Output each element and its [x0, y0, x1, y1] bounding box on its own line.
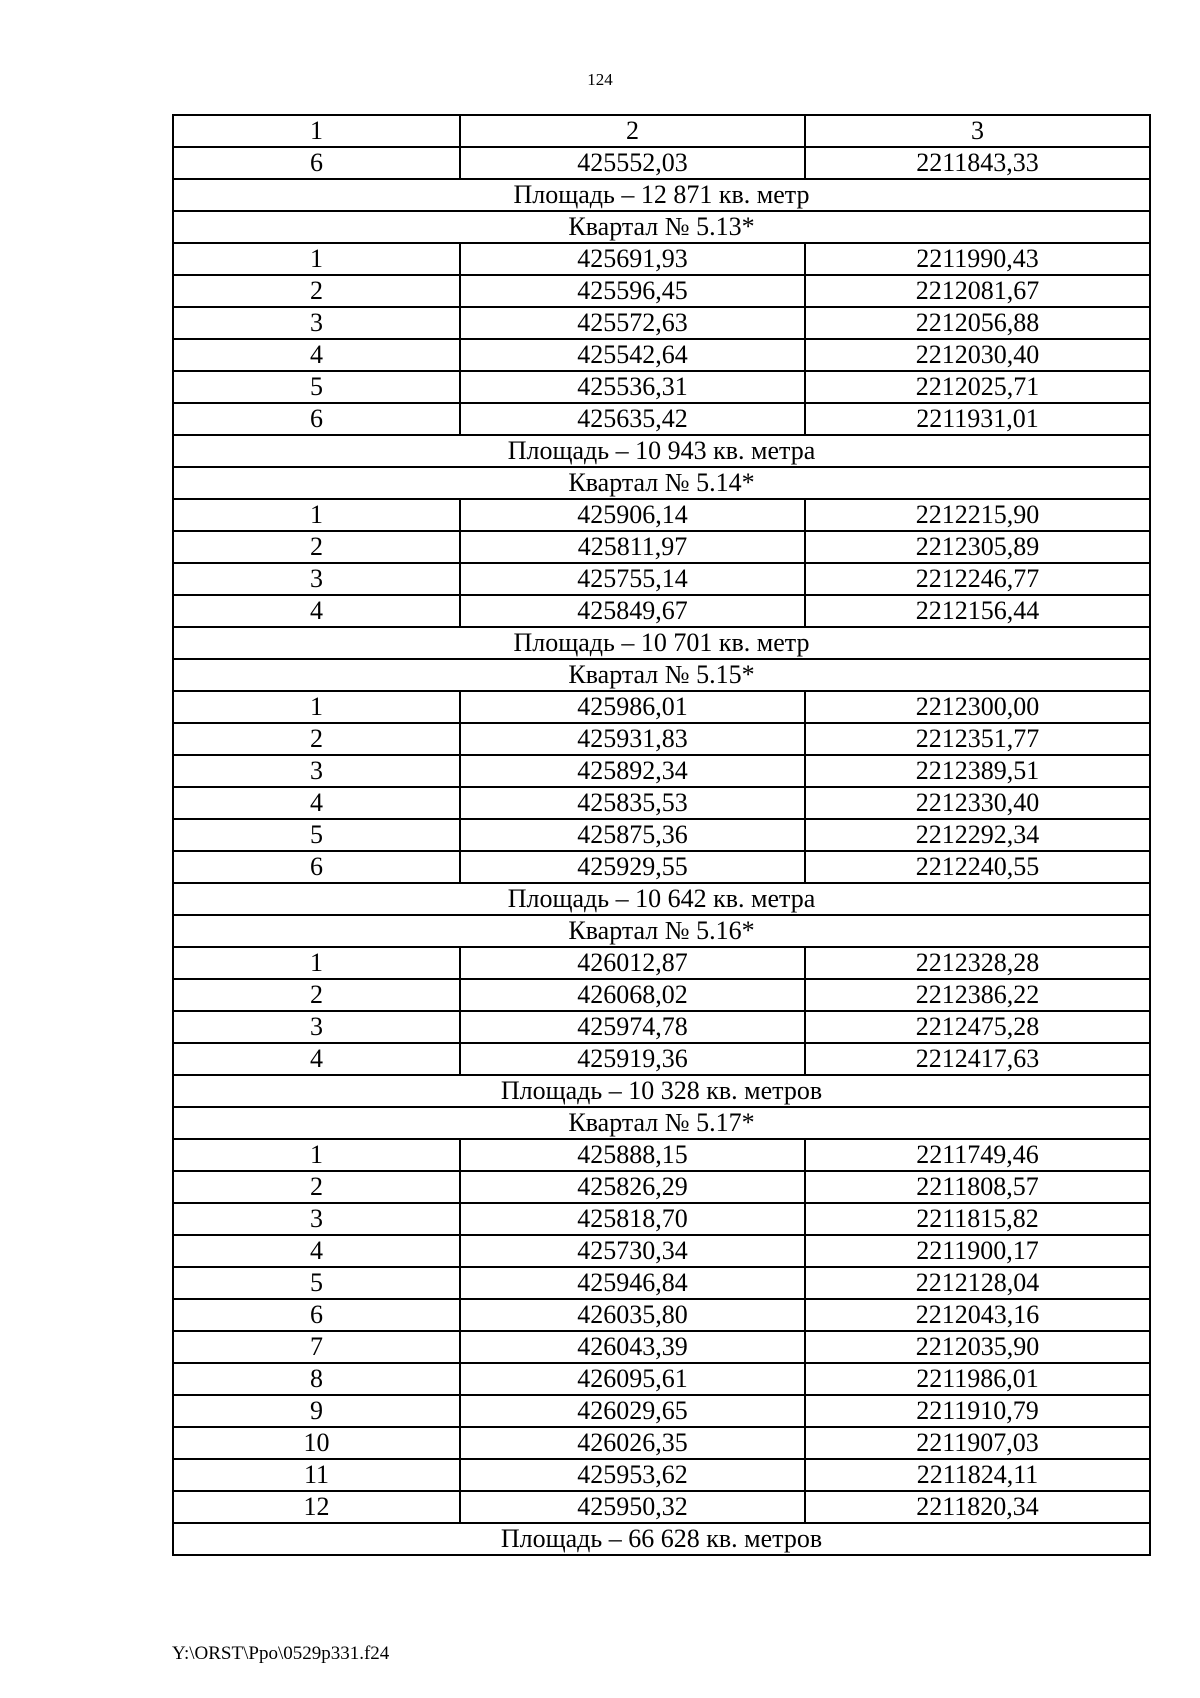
x-coordinate-cell: 425596,45 [460, 275, 805, 307]
y-coordinate-cell: 2211907,03 [805, 1427, 1150, 1459]
x-coordinate-cell: 426029,65 [460, 1395, 805, 1427]
point-number-cell: 4 [173, 787, 460, 819]
point-number-cell: 6 [173, 147, 460, 179]
point-number-cell: 2 [173, 723, 460, 755]
y-coordinate-cell: 2211808,57 [805, 1171, 1150, 1203]
x-coordinate-cell: 426095,61 [460, 1363, 805, 1395]
point-number-cell: 12 [173, 1491, 460, 1523]
section-label: Квартал № 5.13* [173, 211, 1150, 243]
x-coordinate-cell: 425906,14 [460, 499, 805, 531]
table-row [173, 1491, 1150, 1523]
x-coordinate-cell: 425974,78 [460, 1011, 805, 1043]
x-coordinate-cell: 425635,42 [460, 403, 805, 435]
y-coordinate-cell: 2211910,79 [805, 1395, 1150, 1427]
y-coordinate-cell: 2211990,43 [805, 243, 1150, 275]
table-row [173, 819, 1150, 851]
section-label: Квартал № 5.15* [173, 659, 1150, 691]
point-number-cell: 5 [173, 819, 460, 851]
x-coordinate-cell: 425875,36 [460, 819, 805, 851]
y-coordinate-cell: 2212475,28 [805, 1011, 1150, 1043]
x-coordinate-cell: 426035,80 [460, 1299, 805, 1331]
table-row [173, 403, 1150, 435]
table-row [173, 1459, 1150, 1491]
table-row [173, 1011, 1150, 1043]
table-row [173, 1203, 1150, 1235]
table-row [173, 979, 1150, 1011]
x-coordinate-cell: 426043,39 [460, 1331, 805, 1363]
point-number-cell: 10 [173, 1427, 460, 1459]
x-coordinate-cell: 425730,34 [460, 1235, 805, 1267]
point-number-cell: 3 [173, 1203, 460, 1235]
table-row [173, 1139, 1150, 1171]
x-coordinate-cell: 425919,36 [460, 1043, 805, 1075]
section-label: Площадь – 10 642 кв. метра [173, 883, 1150, 915]
footer-file-path: Y:\ORST\Ppo\0529p331.f24 [172, 1643, 390, 1664]
x-coordinate-cell: 425811,97 [460, 531, 805, 563]
table-row [173, 851, 1150, 883]
page-number: 124 [587, 70, 613, 89]
y-coordinate-cell: 2212240,55 [805, 851, 1150, 883]
section-label: Квартал № 5.16* [173, 915, 1150, 947]
table-body [173, 115, 1150, 1555]
y-coordinate-cell: 2212386,22 [805, 979, 1150, 1011]
y-coordinate-cell: 2212215,90 [805, 499, 1150, 531]
point-number-cell: 3 [173, 755, 460, 787]
table-row [173, 1363, 1150, 1395]
table-row [173, 1043, 1150, 1075]
table-row [173, 1267, 1150, 1299]
point-number-cell: 2 [173, 979, 460, 1011]
y-coordinate-cell: 2212351,77 [805, 723, 1150, 755]
y-coordinate-cell: 2212056,88 [805, 307, 1150, 339]
table-row [173, 307, 1150, 339]
table-header-row [173, 115, 1150, 147]
y-coordinate-cell: 2212330,40 [805, 787, 1150, 819]
column-header: 2 [460, 115, 805, 147]
point-number-cell: 3 [173, 563, 460, 595]
point-number-cell: 6 [173, 851, 460, 883]
x-coordinate-cell: 425892,34 [460, 755, 805, 787]
table-row [173, 243, 1150, 275]
x-coordinate-cell: 425986,01 [460, 691, 805, 723]
y-coordinate-cell: 2212389,51 [805, 755, 1150, 787]
table-section-row [173, 211, 1150, 243]
table-row [173, 595, 1150, 627]
point-number-cell: 4 [173, 595, 460, 627]
point-number-cell: 9 [173, 1395, 460, 1427]
point-number-cell: 7 [173, 1331, 460, 1363]
table-section-row [173, 179, 1150, 211]
table-row [173, 947, 1150, 979]
x-coordinate-cell: 425826,29 [460, 1171, 805, 1203]
y-coordinate-cell: 2212043,16 [805, 1299, 1150, 1331]
x-coordinate-cell: 425818,70 [460, 1203, 805, 1235]
point-number-cell: 11 [173, 1459, 460, 1491]
x-coordinate-cell: 425755,14 [460, 563, 805, 595]
table-row [173, 371, 1150, 403]
section-label: Площадь – 10 328 кв. метров [173, 1075, 1150, 1107]
section-label: Площадь – 12 871 кв. метр [173, 179, 1150, 211]
y-coordinate-cell: 2211843,33 [805, 147, 1150, 179]
x-coordinate-cell: 426068,02 [460, 979, 805, 1011]
point-number-cell: 3 [173, 1011, 460, 1043]
table-row [173, 1427, 1150, 1459]
x-coordinate-cell: 425835,53 [460, 787, 805, 819]
table-row [173, 1395, 1150, 1427]
section-label: Площадь – 10 943 кв. метра [173, 435, 1150, 467]
x-coordinate-cell: 425572,63 [460, 307, 805, 339]
column-header: 1 [173, 115, 460, 147]
point-number-cell: 1 [173, 243, 460, 275]
x-coordinate-cell: 425691,93 [460, 243, 805, 275]
y-coordinate-cell: 2212417,63 [805, 1043, 1150, 1075]
y-coordinate-cell: 2211749,46 [805, 1139, 1150, 1171]
y-coordinate-cell: 2212328,28 [805, 947, 1150, 979]
table-section-row [173, 1107, 1150, 1139]
point-number-cell: 8 [173, 1363, 460, 1395]
x-coordinate-cell: 425950,32 [460, 1491, 805, 1523]
point-number-cell: 5 [173, 371, 460, 403]
y-coordinate-cell: 2212156,44 [805, 595, 1150, 627]
x-coordinate-cell: 425946,84 [460, 1267, 805, 1299]
y-coordinate-cell: 2211900,17 [805, 1235, 1150, 1267]
point-number-cell: 1 [173, 499, 460, 531]
table-row [173, 691, 1150, 723]
y-coordinate-cell: 2212246,77 [805, 563, 1150, 595]
y-coordinate-cell: 2211824,11 [805, 1459, 1150, 1491]
x-coordinate-cell: 425931,83 [460, 723, 805, 755]
column-header: 3 [805, 115, 1150, 147]
table-row [173, 1235, 1150, 1267]
table-section-row [173, 659, 1150, 691]
table-row [173, 499, 1150, 531]
point-number-cell: 4 [173, 1235, 460, 1267]
x-coordinate-cell: 425929,55 [460, 851, 805, 883]
x-coordinate-cell: 425888,15 [460, 1139, 805, 1171]
point-number-cell: 4 [173, 1043, 460, 1075]
table-section-row [173, 1523, 1150, 1555]
point-number-cell: 4 [173, 339, 460, 371]
x-coordinate-cell: 425536,31 [460, 371, 805, 403]
point-number-cell: 2 [173, 531, 460, 563]
point-number-cell: 2 [173, 1171, 460, 1203]
table-row [173, 1331, 1150, 1363]
table-row [173, 339, 1150, 371]
point-number-cell: 1 [173, 691, 460, 723]
table-section-row [173, 915, 1150, 947]
table-row [173, 563, 1150, 595]
y-coordinate-cell: 2211986,01 [805, 1363, 1150, 1395]
y-coordinate-cell: 2212292,34 [805, 819, 1150, 851]
y-coordinate-cell: 2212300,00 [805, 691, 1150, 723]
section-label: Площадь – 10 701 кв. метр [173, 627, 1150, 659]
x-coordinate-cell: 425552,03 [460, 147, 805, 179]
point-number-cell: 6 [173, 403, 460, 435]
section-label: Площадь – 66 628 кв. метров [173, 1523, 1150, 1555]
point-number-cell: 1 [173, 947, 460, 979]
y-coordinate-cell: 2212030,40 [805, 339, 1150, 371]
table-row [173, 531, 1150, 563]
table-row [173, 147, 1150, 179]
y-coordinate-cell: 2212025,71 [805, 371, 1150, 403]
x-coordinate-cell: 425953,62 [460, 1459, 805, 1491]
y-coordinate-cell: 2211931,01 [805, 403, 1150, 435]
x-coordinate-cell: 425542,64 [460, 339, 805, 371]
table-section-row [173, 435, 1150, 467]
y-coordinate-cell: 2212128,04 [805, 1267, 1150, 1299]
y-coordinate-cell: 2211815,82 [805, 1203, 1150, 1235]
table-row [173, 275, 1150, 307]
point-number-cell: 3 [173, 307, 460, 339]
point-number-cell: 2 [173, 275, 460, 307]
table-section-row [173, 627, 1150, 659]
table-row [173, 787, 1150, 819]
point-number-cell: 5 [173, 1267, 460, 1299]
table-section-row [173, 883, 1150, 915]
table-section-row [173, 467, 1150, 499]
x-coordinate-cell: 426012,87 [460, 947, 805, 979]
section-label: Квартал № 5.17* [173, 1107, 1150, 1139]
y-coordinate-cell: 2212081,67 [805, 275, 1150, 307]
y-coordinate-cell: 2212035,90 [805, 1331, 1150, 1363]
table-row [173, 1171, 1150, 1203]
point-number-cell: 6 [173, 1299, 460, 1331]
table-section-row [173, 1075, 1150, 1107]
point-number-cell: 1 [173, 1139, 460, 1171]
table-row [173, 1299, 1150, 1331]
x-coordinate-cell: 426026,35 [460, 1427, 805, 1459]
y-coordinate-cell: 2212305,89 [805, 531, 1150, 563]
section-label: Квартал № 5.14* [173, 467, 1150, 499]
x-coordinate-cell: 425849,67 [460, 595, 805, 627]
table-row [173, 755, 1150, 787]
coordinates-table [172, 114, 1151, 1556]
table-row [173, 723, 1150, 755]
y-coordinate-cell: 2211820,34 [805, 1491, 1150, 1523]
